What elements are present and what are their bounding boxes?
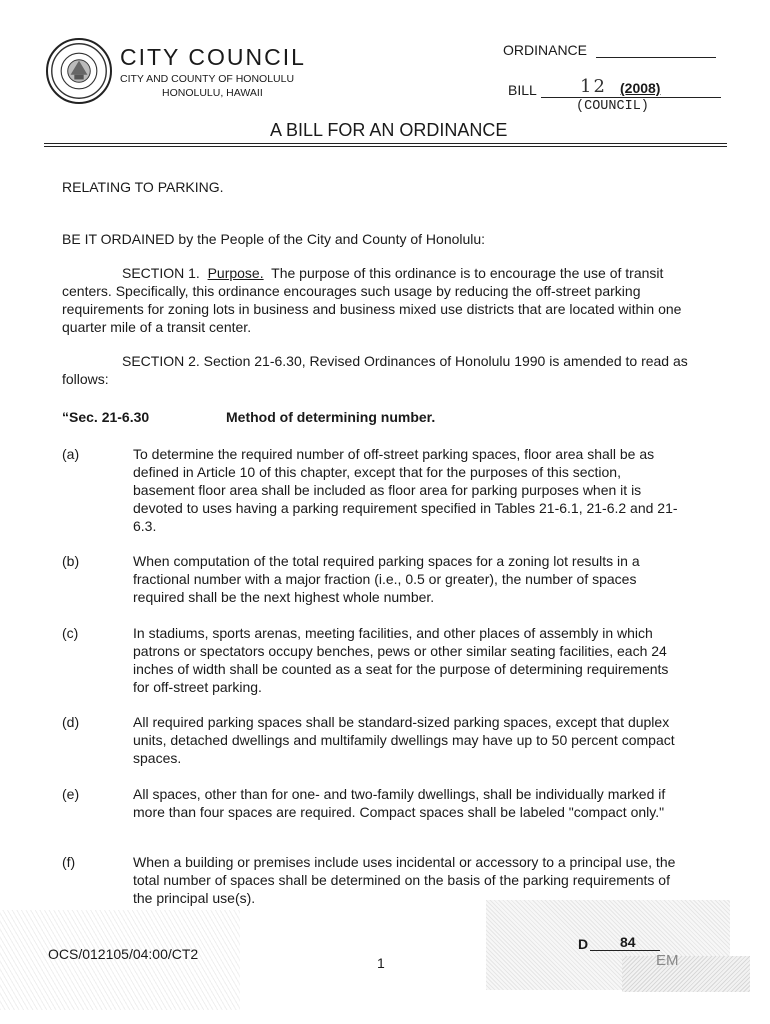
- page-title: A BILL FOR AN ORDINANCE: [270, 120, 508, 140]
- ordinance-label: ORDINANCE: [503, 42, 588, 58]
- item-text-b: When computation of the total required parking spaces for a zoning lot results in a fractional number with a major fraction (i.e., 0.5 or greater), the number of spaces required shall be the next highest whole number.: [133, 553, 640, 605]
- section-2-text: SECTION 2. Section 21-6.30, Revised Ordinances of Honolulu 1990 is amended to read as follows:: [62, 353, 688, 387]
- item-text-d: All required parking spaces shall be standard-sized parking spaces, except that duplex units, detached dwellings and multifamily dwellings may have up to 50 percent compact spaces.: [133, 714, 675, 766]
- item-letter-b: (b): [62, 553, 80, 569]
- item-text-e: All spaces, other than for one- and two-family dwellings, shall be individually marked if more than four spaces are required. Compact spaces shall be labeled "compact only.": [133, 786, 666, 820]
- stamp-underline: [590, 950, 660, 951]
- section-1: [62, 264, 702, 336]
- item-letter-f: (f): [62, 854, 76, 870]
- section-1-text: The purpose of this ordinance is to encourage the use of transit centers. Specifically, this ordinance encourages such usage by reducing the off-street parking requirements for zoning lots in business and business mixed use districts that are located within one quarter mile of a transit center.: [62, 265, 682, 335]
- stamp-letter: D: [578, 936, 589, 952]
- page-number: 1: [377, 955, 385, 971]
- relating-line: RELATING TO PARKING.: [62, 179, 224, 195]
- section-1-heading: Purpose.: [207, 265, 264, 281]
- item-letter-c: (c): [62, 625, 79, 641]
- section-number: “Sec. 21-6.30: [62, 409, 150, 425]
- bill-council-tag: (COUNCIL): [576, 99, 649, 114]
- section-heading: [62, 408, 435, 426]
- item-letter-e: (e): [62, 786, 80, 802]
- title-divider-double: [44, 146, 727, 147]
- item-text-c: In stadiums, sports arenas, meeting facilities, and other places of assembly in which patrons or spectators occupy benches, pews or other similar seating facilities, each 24 inches of width shall be counted as a seat for the purpose of determining requirements for off-street parking.: [133, 625, 669, 695]
- bill-number: 12: [580, 76, 607, 97]
- section-title: Method of determining number.: [226, 409, 436, 425]
- section-1-prefix: SECTION 1.: [122, 265, 200, 281]
- item-letter-d: (d): [62, 714, 80, 730]
- section-2: [62, 352, 702, 388]
- title-divider: [44, 143, 727, 144]
- item-text-a: To determine the required number of off-street parking spaces, floor area shall be as defined in Article 10 of this chapter, except that for the purposes of this section, basement floor area shall be included as floor area for parking purposes when it is devoted to uses having a parking requirement specified in Tables 21-6.1, 21-6.2 and 21-6.3.: [133, 446, 678, 534]
- stamp-box: [622, 956, 750, 992]
- document-code: OCS/012105/04:00/CT2: [48, 946, 199, 962]
- ordinance-number-line: [596, 57, 716, 58]
- stamp-initials: EM: [656, 952, 679, 969]
- stamp-number: 84: [620, 934, 636, 950]
- council-subtitle-city: CITY AND COUNTY OF HONOLULU: [120, 73, 295, 85]
- council-subtitle-location: HONOLULU, HAWAII: [162, 87, 263, 99]
- bill-label: BILL: [508, 82, 537, 98]
- enacting-clause: BE IT ORDAINED by the People of the City and County of Honolulu:: [62, 231, 486, 247]
- city-seal-icon: [46, 38, 112, 104]
- item-text-f: When a building or premises include uses incidental or accessory to a principal use, the total number of spaces shall be determined on the basis of the parking requirements of the principal use(s).: [133, 854, 676, 906]
- item-letter-a: (a): [62, 446, 80, 462]
- bill-year: (2008): [620, 80, 661, 96]
- council-title: CITY COUNCIL: [120, 44, 306, 70]
- bill-number-line: [541, 97, 721, 98]
